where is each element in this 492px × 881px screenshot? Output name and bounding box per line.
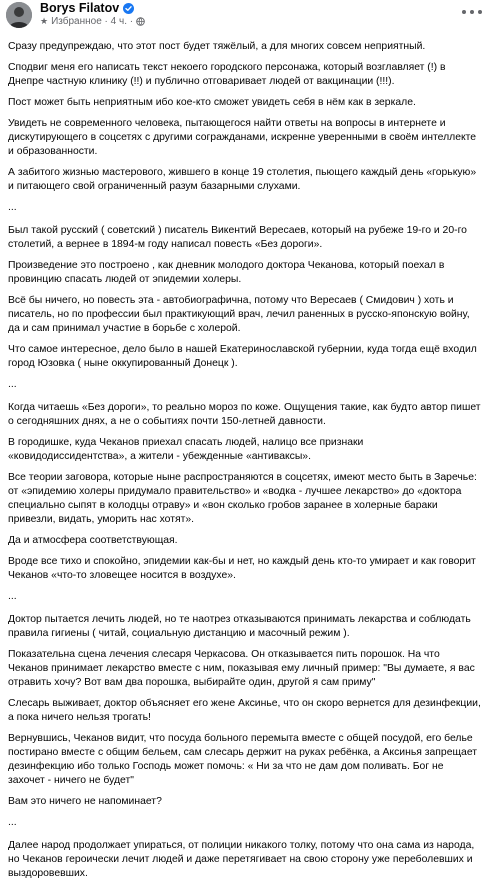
post-paragraph: Вернувшись, Чеканов видит, что посуда больного перемыта вместе с общей посудой, его белье постирано вместе с общим бельем, сам слесарь держит на руках ребёнка, а Аксинья запрещает дезинфекцию ибо только Господь может помочь: « Ни за что не дам дом поливать. Бог не захочет - ничего не будет" xyxy=(8,733,478,786)
post-paragraph: Показательна сцена лечения слесаря Черкасова. Он отказывается пить порошок. На что Чеканов принимает лекарство вместе с ним, показывая ему личный пример: "Вы думаете, я вас отравить хочу? Вот вам два порошка, выбирайте один, другой я сам приму" xyxy=(8,649,475,688)
post-paragraph: Что самое интересное, дело было в нашей Екатеринославской губернии, куда тогда ещё входил город Юзовка ( ныне оккупированный Донецк ). xyxy=(8,344,477,369)
author-name[interactable]: Borys Filatov xyxy=(40,1,120,15)
post-header xyxy=(0,0,492,40)
post-paragraph: Увидеть не современного человека, пытающегося найти ответы на вопросы в интернете и дискутирующего в соцсетях с другими согражданами, искренне уверенными в своём интеллекте и образованности. xyxy=(8,118,477,157)
author-avatar[interactable] xyxy=(6,2,32,28)
post-paragraph: Да и атмосфера соответствующая. xyxy=(8,535,178,546)
section-separator: ... xyxy=(8,817,17,828)
post-paragraph: Всё бы ничего, но повесть эта - автобиографична, потому что Вересаев ( Смидович ) хоть и писатель, но по профессии был практикующий врач, лечил раненных в русско-японскую войну, да и сам принимал участие в борьбе с холерой. xyxy=(8,295,470,334)
post-meta[interactable]: Избранное · 4 ч. · xyxy=(51,16,134,27)
favorites-star-icon: ★ xyxy=(40,16,49,26)
post-paragraph: Доктор пытается лечить людей, но те наотрез отказываются принимать лекарства и соблюдать правила гигиены ( читай, социальную дистанцию и масочный режим ). xyxy=(8,614,471,639)
post-paragraph: Слесарь выживает, доктор объясняет его жене Аксинье, что он скоро вернется для дезинфекции, а пока ничего нельзя трогать! xyxy=(8,698,481,723)
section-separator: ... xyxy=(8,202,17,213)
post-paragraph: Произведение это построено , как дневник молодого доктора Чеканова, который поехал в провинцию спасать людей от эпидемии холеры. xyxy=(8,260,445,285)
post-paragraph: Был такой русский ( советский ) писатель Викентий Вересаев, который на рубеже 19-го и 20-го столетий, а вернее в 1894-м году написал повесть «Без дороги». xyxy=(8,225,467,250)
globe-icon xyxy=(136,17,145,26)
post-paragraph: Когда читаешь «Без дороги», то реально мороз по коже. Ощущения такие, как будто автор пишет о сегодняшних днях, а не о событиях почти 150-летней давности. xyxy=(8,402,481,427)
dot-icon xyxy=(478,10,482,14)
post-paragraph: Сразу предупреждаю, что этот пост будет тяжёлый, а для многих совсем неприятный. xyxy=(8,41,426,52)
post-paragraph: Вроде все тихо и спокойно, эпидемии как-бы и нет, но каждый день кто-то умирает и как говорит Чеканов «что-то зловещее носится в воздухе». xyxy=(8,556,476,581)
dot-icon xyxy=(470,10,474,14)
post-paragraph: Вам это ничего не напоминает? xyxy=(8,796,162,807)
more-options-button[interactable] xyxy=(462,6,482,18)
verified-badge-icon xyxy=(123,3,134,14)
post-paragraph: Пост может быть неприятным ибо кое-кто сможет увидеть себя в нём как в зеркале. xyxy=(8,97,416,108)
post-paragraph: Все теории заговора, которые ныне распространяются в соцсетях, имеют место быть в Заречье: от «эпидемию холеры придумало правительство» и «водка - лучшее лекарство» до «доктора специально сыпят в колодцы отраву» и «вон сколько гробов заранее в холерные бараки привезли, видать, уморить нас хотят». xyxy=(8,472,477,525)
section-separator: ... xyxy=(8,379,17,390)
dot-icon xyxy=(462,10,466,14)
post-paragraph: В городишке, куда Чеканов приехал спасать людей, налицо все признаки «ковидодиссидентства», а жители - убежденные «антиваксы». xyxy=(8,437,364,462)
post-body xyxy=(0,40,492,881)
post-paragraph: Сподвиг меня его написать текст некоего городского персонажа, который возглавляет (!) в Днепре частную клинику (!!) и публично отговаривает людей от вакцинации (!!!). xyxy=(8,62,446,87)
post-paragraph: А забитого жизнью мастерового, жившего в конце 19 столетия, пьющего каждый день «горькую» и питающего свой ограниченный разум базарными слухами. xyxy=(8,167,477,192)
post-paragraph: Далее народ продолжает упираться, от полиции никакого толку, потому что она сама из народа, но Чеканов героически лечит людей и даже перетягивает на свою сторону уже переболевших и выздоровевших. xyxy=(8,840,475,879)
section-separator: ... xyxy=(8,591,17,602)
